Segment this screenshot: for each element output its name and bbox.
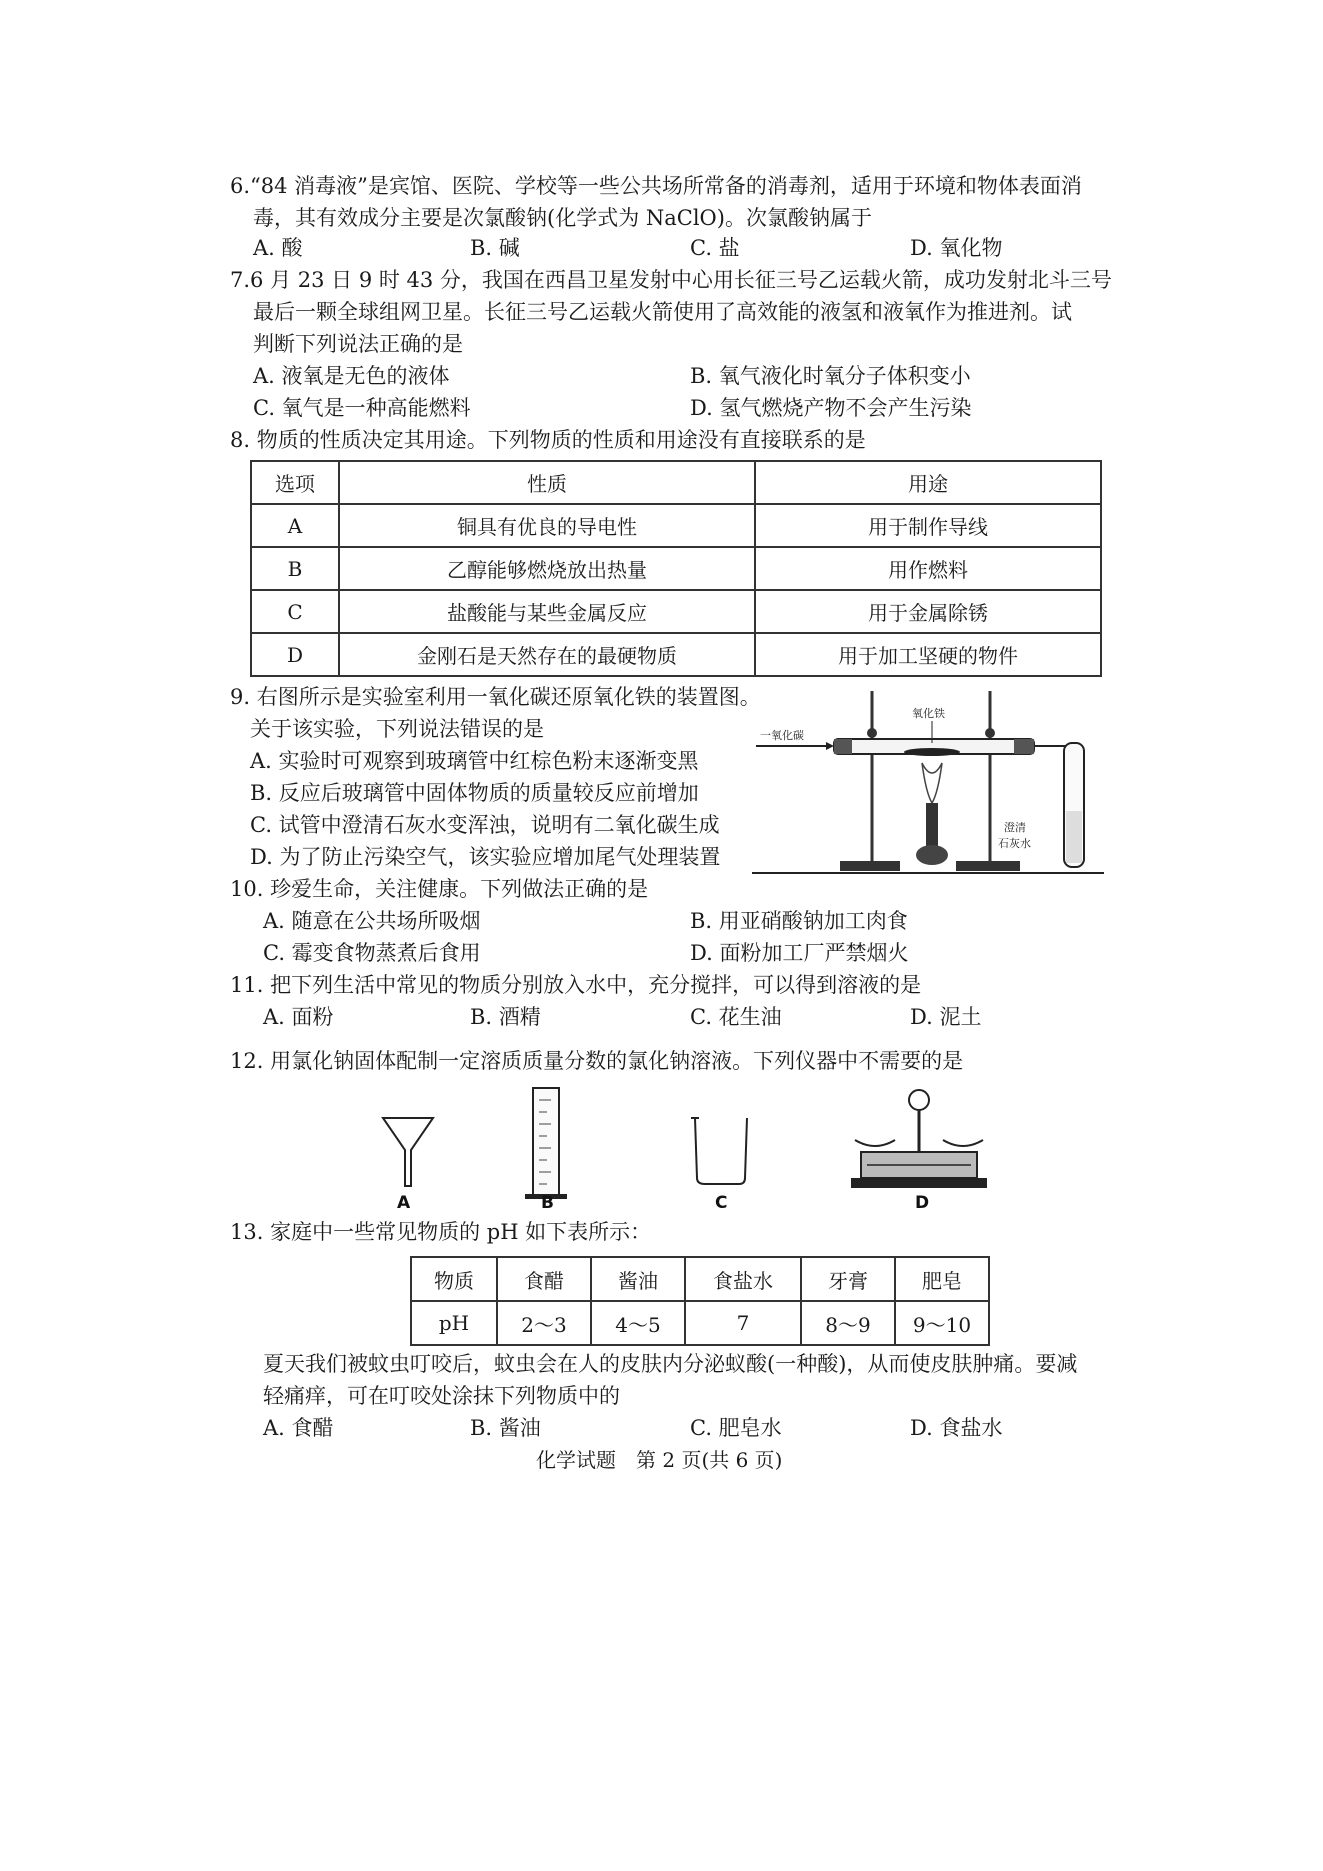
- table-row: [251, 590, 1101, 633]
- q11-option-d: D. 泥土: [910, 1005, 982, 1029]
- q13-option-b: B. 酱油: [470, 1416, 541, 1440]
- table-cell: 4～5: [591, 1301, 685, 1345]
- table-cell: 铜具有优良的导电性: [339, 504, 755, 547]
- q8-table: [250, 460, 1102, 677]
- q13-stem-line2: 夏天我们被蚊虫叮咬后，蚊虫会在人的皮肤内分泌蚁酸(一种酸)，从而使皮肤肿痛。要减: [263, 1352, 1078, 1376]
- table-cell: 用于加工坚硬的物件: [755, 633, 1101, 676]
- q7-option-b: B. 氧气液化时氧分子体积变小: [690, 364, 971, 388]
- table-row: [251, 633, 1101, 676]
- table-cell: 9～10: [895, 1301, 989, 1345]
- q11-stem: 11. 把下列生活中常见的物质分别放入水中，充分搅拌，可以得到溶液的是: [230, 973, 922, 997]
- q7-option-d: D. 氢气燃烧产物不会产生污染: [690, 396, 972, 420]
- table-cell: 8～9: [801, 1301, 895, 1345]
- q11-option-c: C. 花生油: [690, 1005, 782, 1029]
- graduated-cylinder-icon: [525, 1088, 567, 1199]
- q10-option-d: D. 面粉加工厂严禁烟火: [690, 941, 909, 965]
- table-cell: 金刚石是天然存在的最硬物质: [339, 633, 755, 676]
- table-cell: C: [251, 590, 339, 633]
- flame: [922, 763, 942, 803]
- q13-option-c: C. 肥皂水: [690, 1416, 782, 1440]
- q9-stem-line2: 关于该实验，下列说法错误的是: [250, 717, 544, 741]
- table-cell: 乙醇能够燃烧放出热量: [339, 547, 755, 590]
- table-header-cell: 性质: [339, 461, 755, 504]
- table-cell: 肥皂: [895, 1257, 989, 1301]
- q6-stem-line1: 6.“84 消毒液”是宾馆、医院、学校等一些公共场所常备的消毒剂，适用于环境和物体表面消: [230, 174, 1082, 198]
- limewater-label-1: 澄清: [1004, 821, 1026, 834]
- q10-option-b: B. 用亚硝酸钠加工肉食: [690, 909, 908, 933]
- instrument-label-a: A: [397, 1193, 411, 1210]
- beaker-icon: [691, 1118, 747, 1184]
- table-row: [411, 1257, 989, 1301]
- q10-option-a: A. 随意在公共场所吸烟: [263, 909, 481, 933]
- table-cell: 物质: [411, 1257, 497, 1301]
- q10-stem: 10. 珍爱生命，关注健康。下列做法正确的是: [230, 877, 649, 901]
- table-cell: B: [251, 547, 339, 590]
- q13-stem-line3: 轻痛痒，可在叮咬处涂抹下列物质中的: [263, 1384, 620, 1408]
- q12-instruments-figure: [375, 1078, 995, 1210]
- table-cell: pH: [411, 1301, 497, 1345]
- table-cell: 用于金属除锈: [755, 590, 1101, 633]
- instrument-label-c: C: [715, 1193, 728, 1210]
- table-cell: 食醋: [497, 1257, 591, 1301]
- alcohol-lamp: [926, 803, 938, 847]
- q11-option-a: A. 面粉: [263, 1005, 334, 1029]
- q13-option-a: A. 食醋: [263, 1416, 334, 1440]
- table-cell: 用作燃料: [755, 547, 1101, 590]
- table-cell: A: [251, 504, 339, 547]
- q13-ph-table: [410, 1256, 990, 1346]
- limewater-label-2: 石灰水: [998, 837, 1031, 850]
- table-header-row: [251, 461, 1101, 504]
- page-footer: 化学试题 第 2 页(共 6 页): [536, 1448, 783, 1472]
- iron-oxide-powder: [904, 748, 960, 756]
- q7-stem-line3: 判断下列说法正确的是: [253, 332, 463, 356]
- q11-option-b: B. 酒精: [470, 1005, 541, 1029]
- q7-stem-line1: 7.6 月 23 日 9 时 43 分，我国在西昌卫星发射中心用长征三号乙运载火箭，成功发射北斗三号: [230, 268, 1112, 292]
- table-row: [251, 504, 1101, 547]
- q9-stem-line1: 9. 右图所示是实验室利用一氧化碳还原氧化铁的装置图。: [230, 685, 761, 709]
- q7-option-a: A. 液氧是无色的液体: [253, 364, 450, 388]
- table-cell: 2～3: [497, 1301, 591, 1345]
- table-header-cell: 用途: [755, 461, 1101, 504]
- q12-stem: 12. 用氯化钠固体配制一定溶质质量分数的氯化钠溶液。下列仪器中不需要的是: [230, 1049, 964, 1073]
- table-cell: 7: [685, 1301, 801, 1345]
- table-row: [411, 1301, 989, 1345]
- table-cell: 牙膏: [801, 1257, 895, 1301]
- instrument-label-d: D: [915, 1193, 930, 1210]
- co-label: 一氧化碳: [760, 729, 804, 742]
- instrument-label-b: B: [541, 1193, 554, 1210]
- q13-stem: 13. 家庭中一些常见物质的 pH 如下表所示：: [230, 1220, 652, 1244]
- q9-option-d: D. 为了防止污染空气，该实验应增加尾气处理装置: [250, 845, 721, 869]
- table-cell: 食盐水: [685, 1257, 801, 1301]
- q9-option-c: C. 试管中澄清石灰水变浑浊，说明有二氧化碳生成: [250, 813, 720, 837]
- q13-option-d: D. 食盐水: [910, 1416, 1003, 1440]
- table-header-cell: 选项: [251, 461, 339, 504]
- table-cell: 用于制作导线: [755, 504, 1101, 547]
- co-reduction-apparatus-figure: [752, 683, 1104, 881]
- table-cell: 酱油: [591, 1257, 685, 1301]
- funnel-icon: [383, 1118, 433, 1186]
- q9-option-b: B. 反应后玻璃管中固体物质的质量较反应前增加: [250, 781, 699, 805]
- q6-option-d: D. 氧化物: [910, 236, 1003, 260]
- balance-scale-icon: [851, 1090, 987, 1188]
- q7-option-c: C. 氧气是一种高能燃料: [253, 396, 471, 420]
- q8-stem: 8. 物质的性质决定其用途。下列物质的性质和用途没有直接联系的是: [230, 428, 866, 452]
- table-cell: D: [251, 633, 339, 676]
- fe2o3-label: 氧化铁: [912, 707, 945, 720]
- q10-option-c: C. 霉变食物蒸煮后食用: [263, 941, 481, 965]
- q7-stem-line2: 最后一颗全球组网卫星。长征三号乙运载火箭使用了高效能的液氢和液氧作为推进剂。试: [253, 300, 1072, 324]
- table-cell: 盐酸能与某些金属反应: [339, 590, 755, 633]
- q6-option-b: B. 碱: [470, 236, 520, 260]
- q6-option-a: A. 酸: [253, 236, 303, 260]
- q6-stem-line2: 毒，其有效成分主要是次氯酸钠(化学式为 NaClO)。次氯酸钠属于: [253, 206, 872, 230]
- q6-option-c: C. 盐: [690, 236, 740, 260]
- table-row: [251, 547, 1101, 590]
- q9-option-a: A. 实验时可观察到玻璃管中红棕色粉末逐渐变黑: [250, 749, 699, 773]
